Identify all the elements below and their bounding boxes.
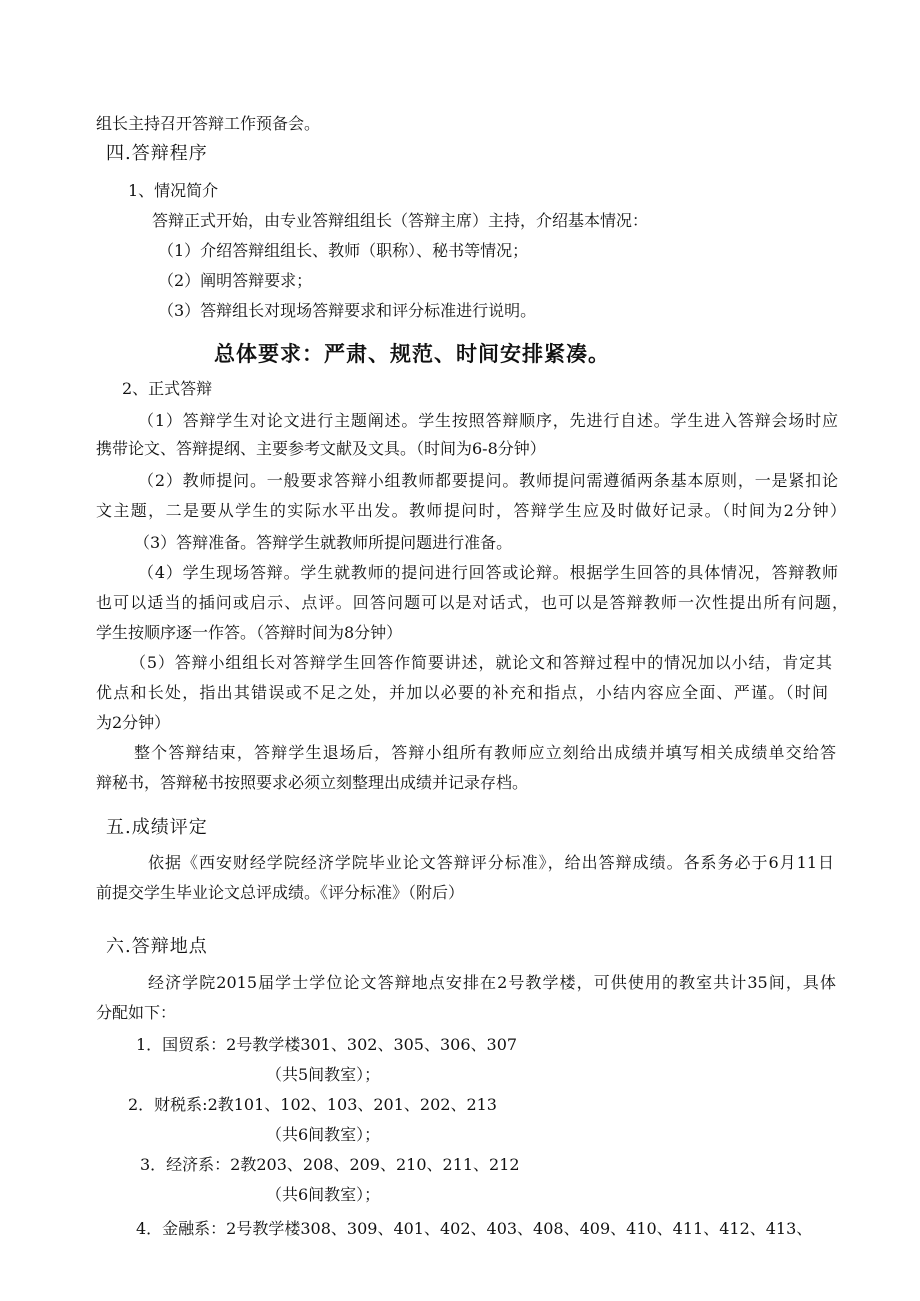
room-count: （共6间教室）； xyxy=(266,1185,381,1204)
text-line: （1）答辩学生对论文进行主题阐述。学生按照答辩顺序，先进行自述。学生进入答辩会场时应 xyxy=(138,411,838,430)
text-line: 组长主持召开答辩工作预备会。 xyxy=(96,114,321,133)
text-line: （2）教师提问。一般要求答辩小组教师都要提问。教师提问需遵循两条基本原则，一是紧扣论 xyxy=(138,471,838,490)
list-item: （3）答辩组长对现场答辩要求和评分标准进行说明。 xyxy=(158,301,537,320)
room-count: （共5间教室）； xyxy=(266,1065,381,1084)
text-line: 也可以适当的插问或启示、点评。回答问题可以是对话式，也可以是答辩教师一次性提出所有问题， xyxy=(96,593,848,612)
text-line: 辩秘书，答辩秘书按照要求必须立刻整理出成绩并记录存档。 xyxy=(96,773,529,792)
subheading: 2、正式答辩 xyxy=(122,379,213,398)
text-line: 经济学院2015届学士学位论文答辩地点安排在2号教学楼，可供使用的教室共计35间，具体 xyxy=(148,973,836,992)
room-list-item: 4．金融系：2号教学楼308、309、401、402、403、408、409、410、411、412、413、 xyxy=(136,1219,813,1238)
room-count: （共6间教室）； xyxy=(266,1125,381,1144)
section-heading-6: 六.答辩地点 xyxy=(106,936,208,957)
room-list-item: 2．财税系:2教101、102、103、201、202、213 xyxy=(128,1095,497,1114)
text-line: 整个答辩结束，答辩学生退场后，答辩小组所有教师应立刻给出成绩并填写相关成绩单交给答 xyxy=(134,743,836,762)
text-line: 携带论文、答辩提纲、主要参考文献及文具。（时间为6-8分钟） xyxy=(96,439,546,458)
section-heading-5: 五.成绩评定 xyxy=(106,817,208,838)
text-line: （4）学生现场答辩。学生就教师的提问进行回答或论辩。根据学生回答的具体情况，答辩教师 xyxy=(138,563,838,582)
text-line: 学生按顺序逐一作答。（答辩时间为8分钟） xyxy=(96,623,403,642)
text-line: （5）答辩小组组长对答辩学生回答作简要讲述，就论文和答辩过程中的情况加以小结，肯定其 xyxy=(130,653,832,672)
text-line: 为2分钟） xyxy=(96,713,171,732)
text-line: 文主题，二是要从学生的实际水平出发。教师提问时，答辩学生应及时做好记录。（时间为2分钟） xyxy=(96,501,846,520)
list-item: （1）介绍答辩组组长、教师（职称）、秘书等情况； xyxy=(158,241,529,260)
section-heading-4: 四.答辩程序 xyxy=(106,143,208,164)
overall-requirement: 总体要求：严肃、规范、时间安排紧凑。 xyxy=(214,341,610,366)
room-list-item: 3．经济系：2教203、208、209、210、211、212 xyxy=(140,1155,520,1174)
text-line: 前提交学生毕业论文总评成绩。《评分标准》（附后） xyxy=(96,883,465,902)
text-line: 答辩正式开始，由专业答辩组组长（答辩主席）主持，介绍基本情况： xyxy=(152,211,649,230)
room-list-item: 1．国贸系：2号教学楼301、302、305、306、307 xyxy=(136,1035,518,1054)
text-line: 分配如下： xyxy=(96,1003,177,1022)
text-line: 优点和长处，指出其错误或不足之处，并加以必要的补充和指点，小结内容应全面、严谨。（时间 xyxy=(96,683,828,702)
subheading: 1、情况简介 xyxy=(128,181,219,200)
list-item: （2）阐明答辩要求； xyxy=(158,271,313,290)
text-line: 依据《西安财经学院经济学院毕业论文答辩评分标准》，给出答辩成绩。各系务必于6月11日 xyxy=(148,853,834,872)
text-line: （3）答辩准备。答辩学生就教师所提问题进行准备。 xyxy=(134,533,513,552)
